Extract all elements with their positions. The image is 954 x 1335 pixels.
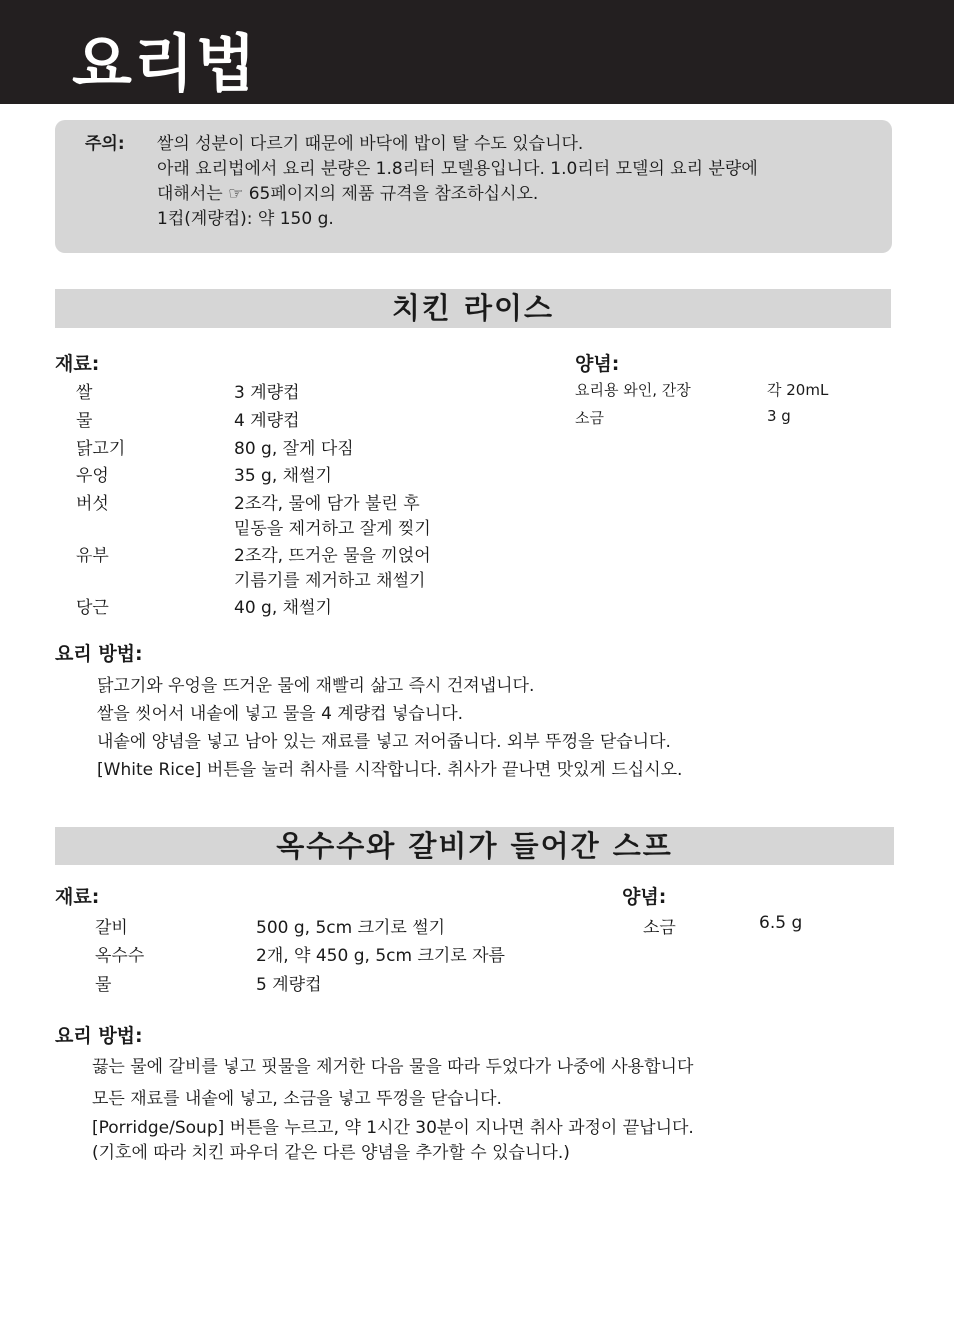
ingredient-name: 닭고기: [76, 439, 126, 459]
method-step: [White Rice] 버튼을 눌러 취사를 시작합니다. 취사가 끝나면 맛있게 드십시오.: [97, 760, 683, 780]
caution-line: 아래 요리법에서 요리 분량은 1.8리터 모델용입니다. 1.0리터 모델의 요리 분량에: [157, 159, 758, 179]
caution-line: 쌀의 성분이 다르기 때문에 바닥에 밥이 탈 수도 있습니다.: [157, 134, 584, 154]
ingredient-amount: 5 계량컵: [256, 975, 322, 995]
page-title: 요리법: [72, 27, 258, 100]
ingredient-amount: 2조각, 뜨거운 물을 끼얹어: [234, 546, 431, 566]
caution-line: 대해서는 ☞ 65페이지의 제품 규격을 참조하십시오.: [157, 184, 539, 204]
ingredient-amount: 3 계량컵: [234, 383, 300, 403]
method-step: 쌀을 씻어서 내솥에 넣고 물을 4 계량컵 넣습니다.: [97, 704, 464, 724]
seasoning-amount: 6.5 g: [759, 913, 803, 933]
ingredient-name: 옥수수: [95, 946, 145, 966]
seasoning-name: 요리용 와인, 간장: [575, 381, 691, 399]
seasoning-name: 소금: [643, 918, 676, 938]
method-step: 모든 재료를 내솥에 넣고, 소금을 넣고 뚜껑을 닫습니다.: [92, 1089, 502, 1109]
method-label: 요리 방법:: [55, 1025, 143, 1047]
ingredients-label: 재료:: [55, 353, 100, 375]
method-step: [Porridge/Soup] 버튼을 누르고, 약 1시간 30분이 지나면 취사 과정이 끝납니다.: [92, 1118, 694, 1138]
ingredient-name: 물: [95, 975, 112, 995]
caution-line: 1컵(계량컵): 약 150 g.: [157, 209, 334, 229]
ingredient-amount-cont: 밑동을 제거하고 잘게 찢기: [234, 519, 431, 539]
caution-box: [55, 120, 892, 253]
ingredient-amount: 2개, 약 450 g, 5cm 크기로 자름: [256, 946, 505, 966]
ingredient-name: 쌀: [76, 383, 93, 403]
ingredient-name: 당근: [76, 598, 109, 618]
ingredient-amount: 2조각, 물에 담가 불린 후: [234, 494, 420, 514]
ingredient-amount-cont: 기름기를 제거하고 채썰기: [234, 571, 426, 591]
header-bar: [0, 0, 954, 104]
recipe-title-chicken-rice: 치킨 라이스: [55, 289, 891, 328]
method-step: 내솥에 양념을 넣고 남아 있는 재료를 넣고 저어줍니다. 외부 뚜껑을 닫습니다.: [97, 732, 671, 752]
ingredient-name: 유부: [76, 546, 109, 566]
ingredient-amount: 80 g, 잘게 다짐: [234, 439, 354, 459]
seasoning-label: 양념:: [622, 886, 667, 908]
method-step: (기호에 따라 치킨 파우더 같은 다른 양념을 추가할 수 있습니다.): [92, 1143, 570, 1163]
ingredient-name: 갈비: [95, 918, 128, 938]
ingredient-name: 물: [76, 411, 93, 431]
seasoning-label: 양념:: [575, 353, 620, 375]
method-step: 끓는 물에 갈비를 넣고 핏물을 제거한 다음 물을 따라 두었다가 나중에 사용합니다: [92, 1057, 694, 1077]
recipe-title-corn-rib-soup: 옥수수와 갈비가 들어간 스프: [55, 827, 894, 865]
ingredient-amount: 4 계량컵: [234, 411, 300, 431]
ingredient-amount: 35 g, 채썰기: [234, 466, 332, 486]
caution-label: 주의:: [85, 134, 125, 154]
ingredient-amount: 500 g, 5cm 크기로 썰기: [256, 918, 446, 938]
ingredient-name: 우엉: [76, 466, 109, 486]
method-step: 닭고기와 우엉을 뜨거운 물에 재빨리 삶고 즉시 건져냅니다.: [97, 676, 535, 696]
ingredient-name: 버섯: [76, 494, 109, 514]
ingredient-amount: 40 g, 채썰기: [234, 598, 332, 618]
ingredients-label: 재료:: [55, 886, 100, 908]
seasoning-amount: 3 g: [767, 407, 791, 425]
seasoning-name: 소금: [575, 409, 604, 427]
method-label: 요리 방법:: [55, 643, 143, 665]
seasoning-amount: 각 20mL: [767, 381, 829, 399]
